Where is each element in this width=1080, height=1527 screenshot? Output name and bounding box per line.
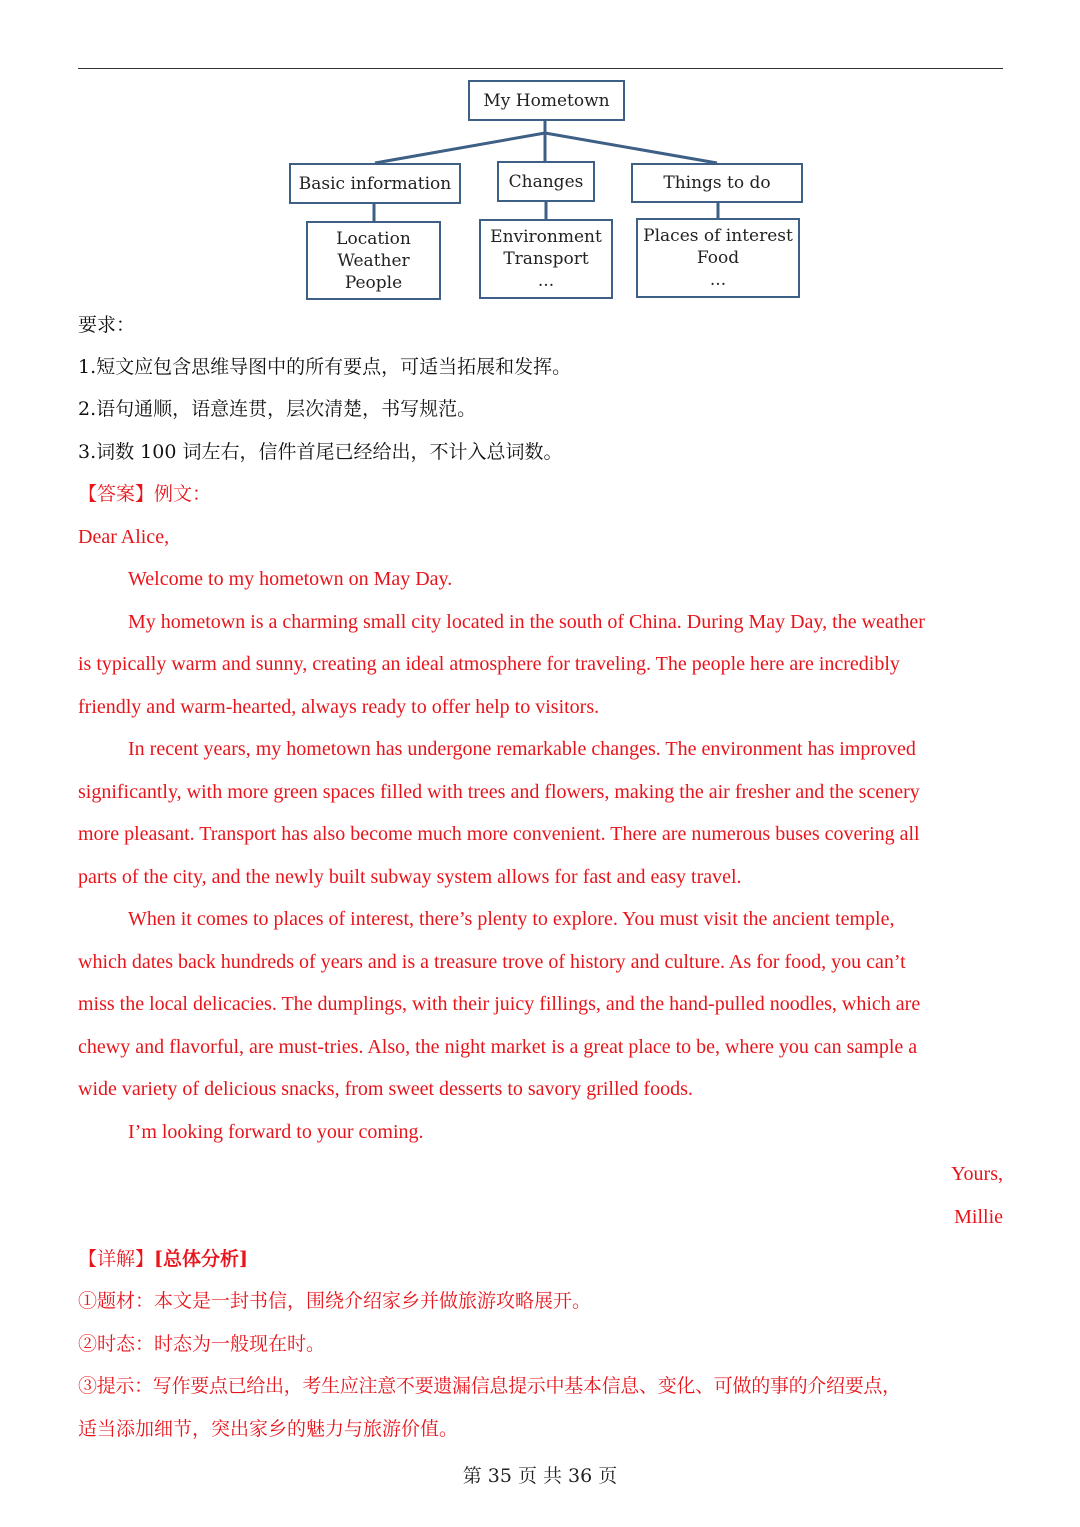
list-things-to-do — [636, 218, 800, 298]
analysis-item: ③提示：写作要点已给出，考生应注意不要遗漏信息提示中基本信息、变化、可做的事的介绍要点， — [78, 1375, 901, 1397]
requirement-item: 1.短文应包含思维导图中的所有要点，可适当拓展和发挥。 — [78, 356, 572, 378]
mind-map-root-label: My Hometown — [483, 90, 610, 111]
mind-map — [0, 0, 1080, 310]
letter-line: significantly, with more green spaces filled with trees and flowers, making the air fresher and the scenery — [78, 781, 920, 803]
list-item: Location — [336, 228, 411, 249]
letter-line: friendly and warm-hearted, always ready to offer help to visitors. — [78, 696, 600, 718]
analysis-item: ②时态：时态为一般现在时。 — [78, 1333, 326, 1355]
letter-line: miss the local delicacies. The dumplings, with their juicy fillings, and the hand-pulled noodles, which are — [78, 993, 921, 1015]
analysis-heading — [78, 1247, 248, 1271]
list-item: People — [344, 272, 403, 293]
list-item: Transport — [503, 249, 589, 269]
letter-line: Welcome to my hometown on May Day. — [128, 568, 453, 590]
branch-basic-information — [289, 163, 461, 204]
connector-left — [375, 133, 545, 163]
branch-basic-information-label: Basic information — [298, 173, 452, 194]
connector-right — [545, 133, 717, 163]
letter-line: In recent years, my hometown has undergone remarkable changes. The environment has improved — [128, 738, 916, 760]
letter-line: When it comes to places of interest, there’s plenty to explore. You must visit the ancient temple, — [128, 908, 895, 930]
list-changes — [479, 219, 613, 299]
letter-line: My hometown is a charming small city located in the south of China. During May Day, the weather — [128, 611, 925, 633]
letter-greeting: Dear Alice, — [78, 526, 170, 548]
list-basic-information — [306, 221, 441, 300]
list-item: Weather — [337, 250, 410, 271]
letter-line: more pleasant. Transport has also become much more convenient. There are numerous buses covering all — [78, 823, 920, 845]
requirement-item: 2.语句通顺，语意连贯，层次清楚，书写规范。 — [78, 398, 477, 420]
list-item: Places of interest — [643, 226, 793, 246]
letter-line: is typically warm and sunny, creating an ideal atmosphere for traveling. The people here are incredibly — [78, 653, 900, 675]
analysis-item: ①题材：本文是一封书信，围绕介绍家乡并做旅游攻略展开。 — [78, 1290, 592, 1312]
page-number: 第 35 页 共 36 页 — [462, 1465, 618, 1487]
list-item: ... — [709, 270, 727, 290]
letter-line: wide variety of delicious snacks, from sweet desserts to savory grilled foods. — [78, 1078, 693, 1100]
letter-line: which dates back hundreds of years and is a treasure trove of history and culture. As for food, you can’t — [78, 951, 906, 973]
letter-line: I’m looking forward to your coming. — [128, 1121, 424, 1143]
analysis-item: 适当添加细节，突出家乡的魅力与旅游价值。 — [78, 1418, 459, 1440]
analysis-label: 【详解】 — [78, 1248, 155, 1270]
answer-label: 【答案】例文： — [78, 483, 212, 505]
branch-things-to-do — [631, 163, 803, 203]
list-item: Food — [696, 248, 740, 268]
requirement-item: 3.词数 100 词左右，信件首尾已经给出，不计入总词数。 — [78, 441, 563, 463]
letter-closing: Yours, — [951, 1163, 1003, 1185]
branch-changes — [497, 161, 595, 202]
list-item: ... — [537, 271, 555, 291]
letter-signature: Millie — [954, 1206, 1003, 1228]
mind-map-root — [468, 80, 625, 121]
branch-things-to-do-label: Things to do — [663, 173, 771, 193]
letter-line: parts of the city, and the newly built subway system allows for fast and easy travel. — [78, 866, 742, 888]
list-item: Environment — [490, 227, 602, 247]
branch-changes-label: Changes — [508, 171, 584, 192]
letter-line: chewy and flavorful, are must-tries. Also, the night market is a great place to be, where you can sample a — [78, 1036, 918, 1058]
requirements-heading: 要求： — [78, 314, 136, 336]
analysis-title: [总体分析] — [154, 1248, 248, 1270]
